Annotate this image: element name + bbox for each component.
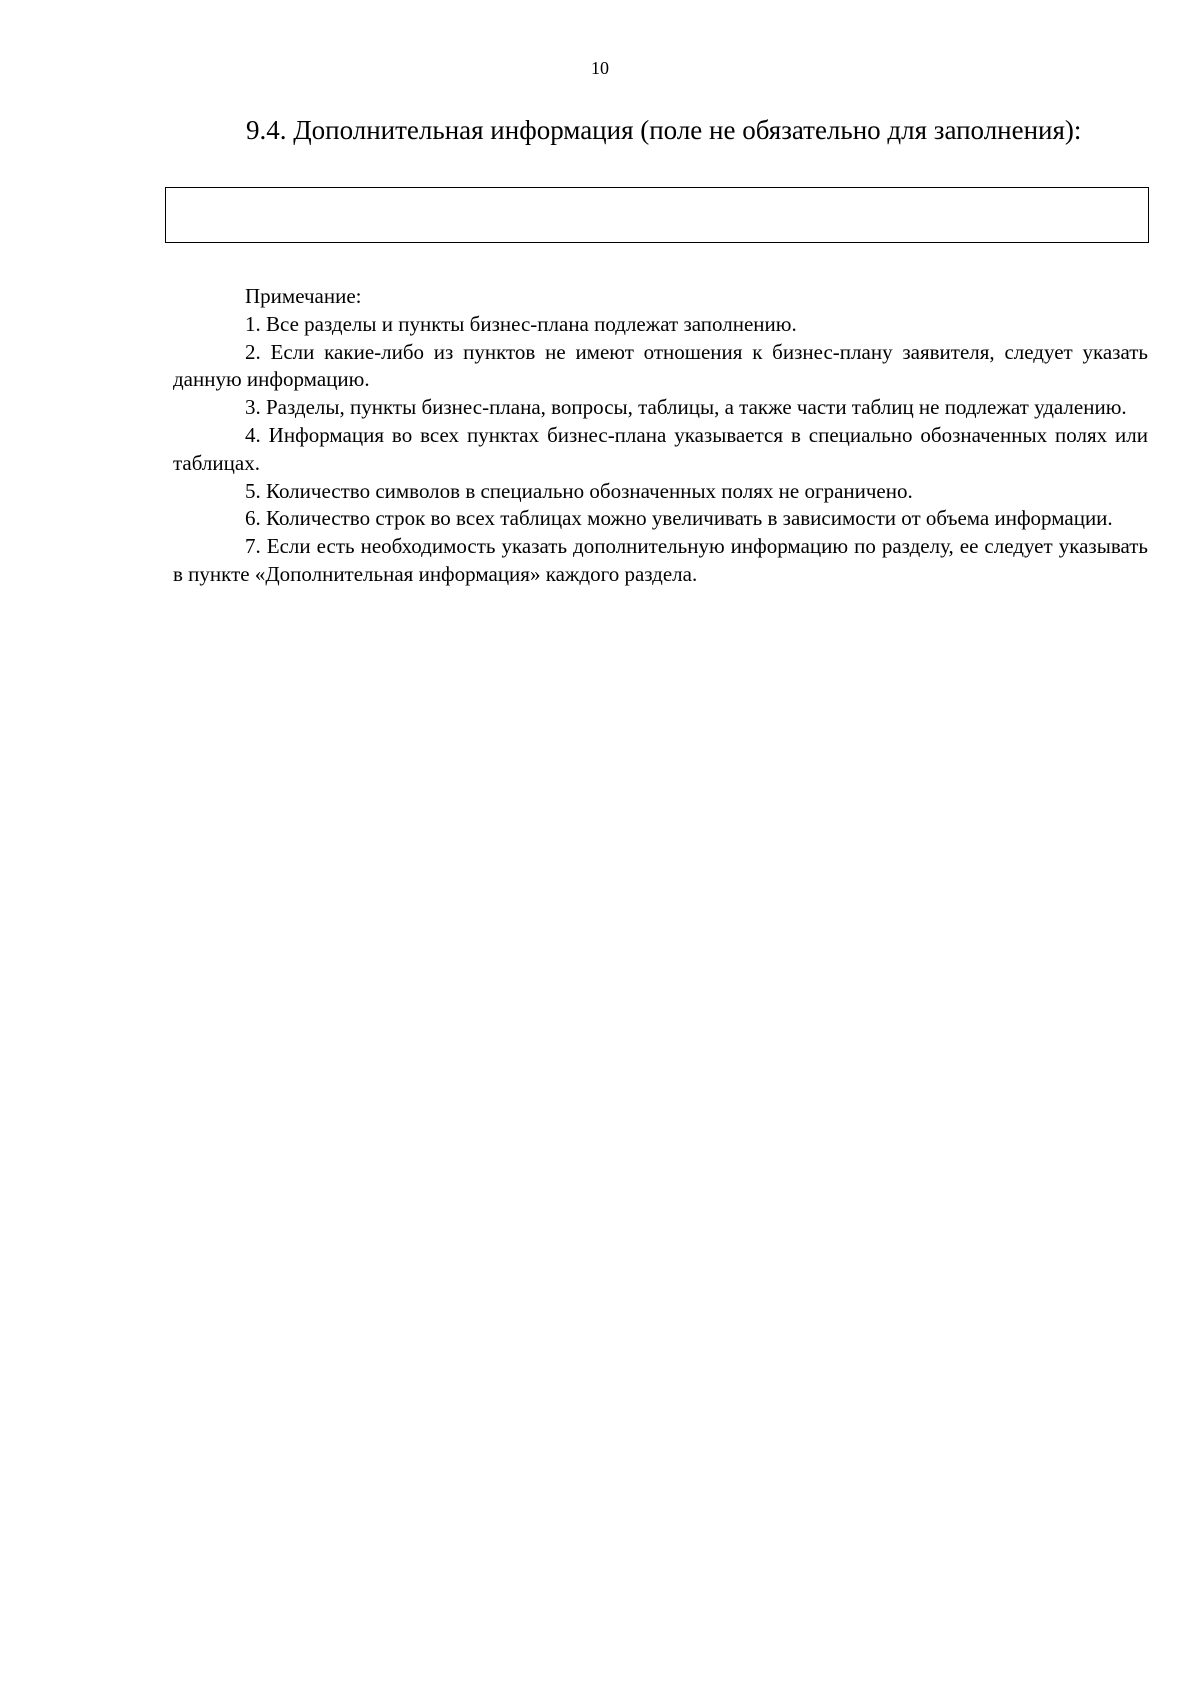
notes-title: Примечание: <box>245 284 362 308</box>
note-item-3: 3. Разделы, пункты бизнес-плана, вопросы, таблицы, а также части таблиц не подлежат удалению. <box>245 395 1127 420</box>
note-item-1: 1. Все разделы и пункты бизнес-плана подлежат заполнению. <box>245 311 797 336</box>
additional-info-field[interactable] <box>165 187 1149 243</box>
note-item-6: 6. Количество строк во всех таблицах можно увеличивать в зависимости от объема информации. <box>245 506 1113 531</box>
note-item-7: 7. Если есть необходимость указать дополнительную информацию по разделу, ее следует указывать в пункте «Дополнительная информация» каждого раздела. <box>173 534 1148 586</box>
notes-block <box>173 283 1148 589</box>
note-item-5: 5. Количество символов в специально обозначенных полях не ограничено. <box>245 478 913 503</box>
note-item-2: 2. Если какие-либо из пунктов не имеют отношения к бизнес-плану заявителя, следует указать данную информацию. <box>173 339 1148 392</box>
section-heading: 9.4. Дополнительная информация (поле не обязательно для заполнения): <box>246 115 1082 145</box>
note-item-4: 4. Информация во всех пунктах бизнес-плана указывается в специально обозначенных полях или таблицах. <box>173 422 1148 475</box>
page-number: 10 <box>591 58 609 78</box>
